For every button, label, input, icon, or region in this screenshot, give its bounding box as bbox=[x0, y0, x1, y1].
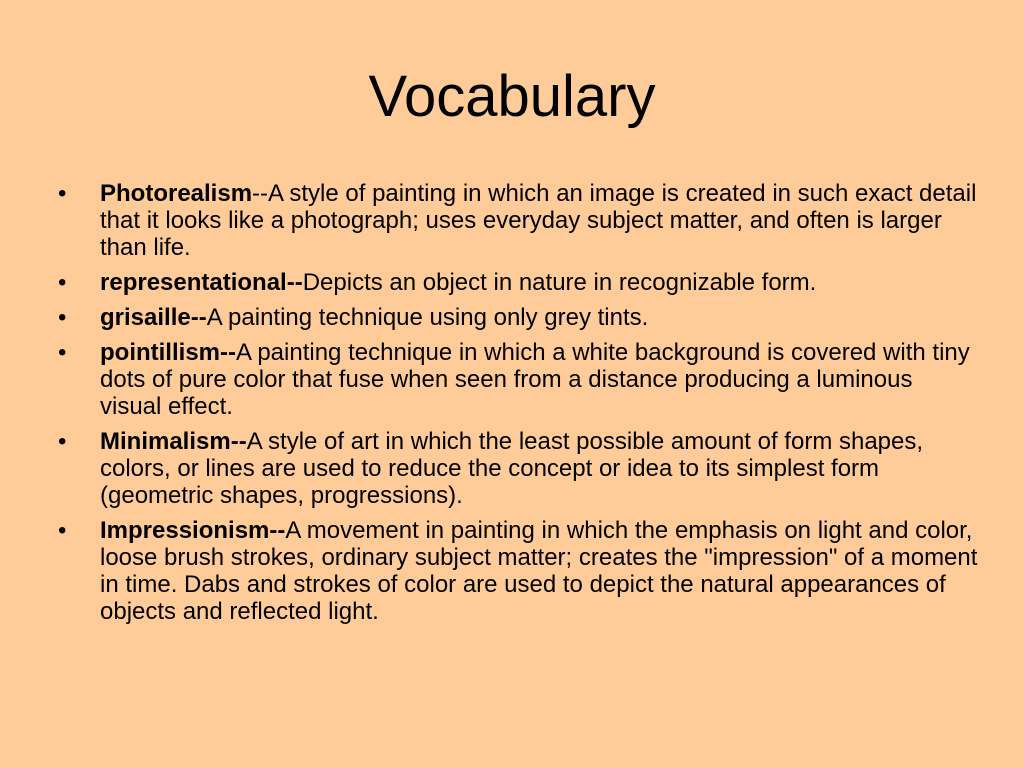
bullet-icon: • bbox=[58, 517, 67, 544]
list-item bbox=[58, 517, 978, 625]
bullet-icon: • bbox=[58, 428, 67, 455]
vocabulary-list bbox=[58, 180, 978, 633]
vocabulary-definition: A movement in painting in which the emphasis on light and color, loose brush strokes, ordinary subject matter; creates the "impression" of a moment in time. Dabs and strokes of color are used to depict the natural appearances of objects and reflected light. bbox=[100, 517, 978, 625]
vocabulary-term: Photorealism bbox=[100, 180, 253, 207]
vocabulary-definition: A painting technique using only grey tints. bbox=[206, 304, 649, 331]
bullet-icon: • bbox=[58, 304, 67, 331]
bullet-icon: • bbox=[58, 339, 67, 366]
list-item bbox=[58, 180, 978, 261]
vocabulary-term: Minimalism-- bbox=[100, 428, 247, 455]
bullet-icon: • bbox=[58, 269, 67, 296]
bullet-icon: • bbox=[58, 180, 67, 207]
vocabulary-definition: --A style of painting in which an image is created in such exact detail that it looks like a photograph; uses everyday subject matter, and often is larger than life. bbox=[100, 180, 977, 261]
slide-title: Vocabulary bbox=[368, 64, 656, 129]
list-item bbox=[58, 269, 978, 296]
vocabulary-definition: Depicts an object in nature in recognizable form. bbox=[302, 269, 817, 296]
vocabulary-term: Impressionism-- bbox=[100, 517, 286, 544]
list-item bbox=[58, 428, 978, 509]
list-item bbox=[58, 304, 978, 331]
vocabulary-definition: A painting technique in which a white background is covered with tiny dots of pure color that fuse when seen from a distance producing a luminous visual effect. bbox=[100, 339, 970, 420]
vocabulary-term: representational-- bbox=[100, 269, 303, 296]
list-item bbox=[58, 339, 978, 420]
vocabulary-term: grisaille-- bbox=[100, 304, 207, 331]
vocabulary-definition: A style of art in which the least possible amount of form shapes, colors, or lines are used to reduce the concept or idea to its simplest form (geometric shapes, progressions). bbox=[100, 428, 924, 509]
vocabulary-term: pointillism-- bbox=[100, 339, 236, 366]
